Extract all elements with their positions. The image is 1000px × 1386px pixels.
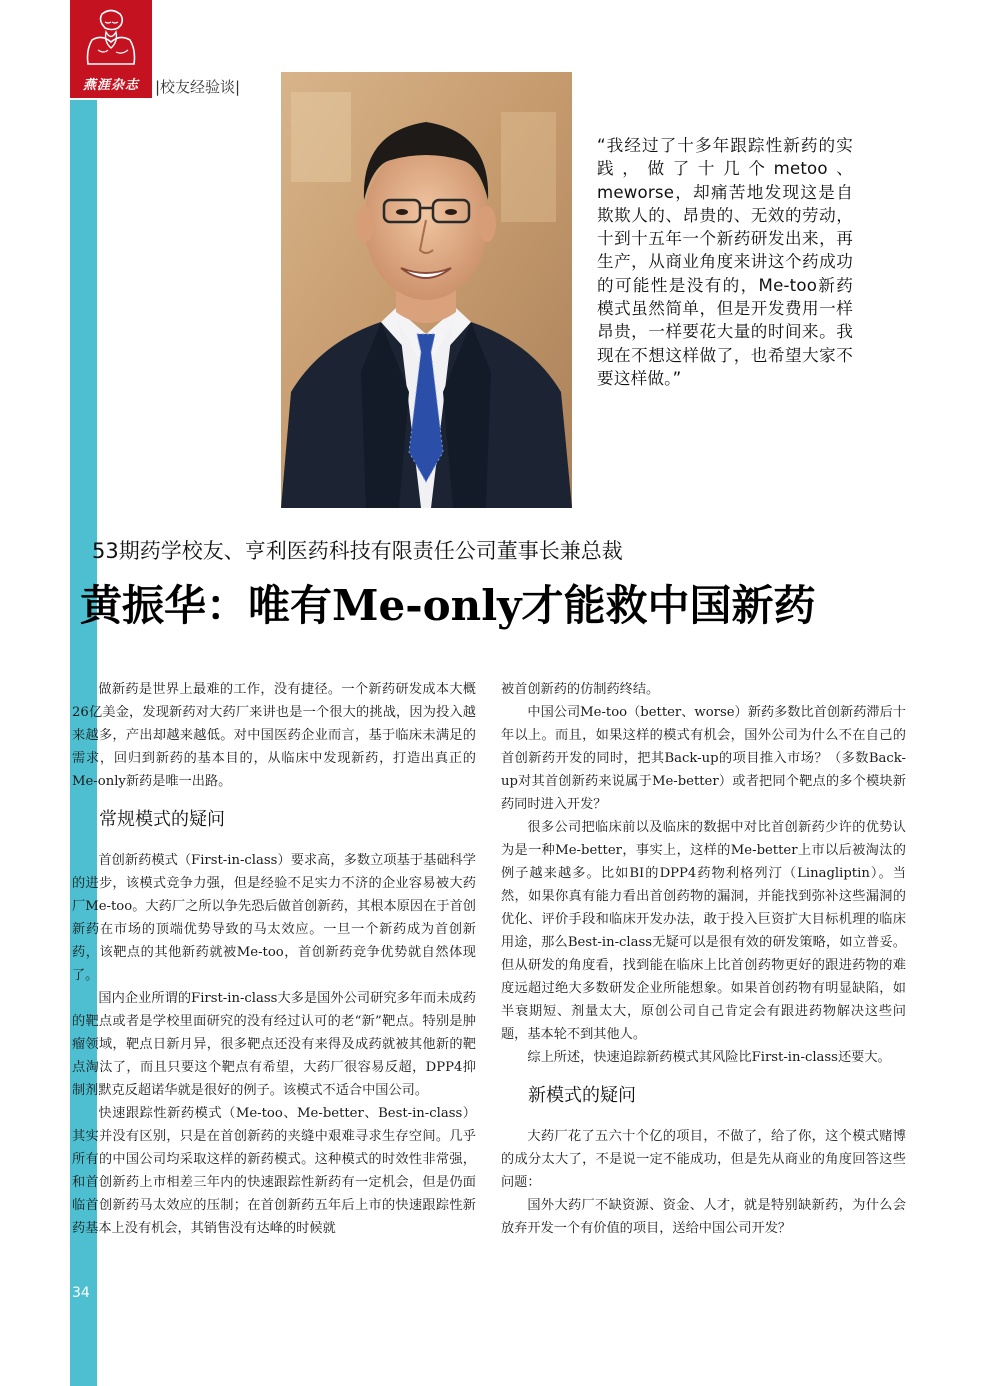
left-column — [72, 678, 476, 1240]
section-heading: 新模式的疑问 — [528, 1085, 636, 1106]
scholar-figure-logo-icon — [78, 6, 144, 68]
portrait-photo — [281, 72, 572, 508]
paragraph: 国外大药厂不缺资源、资金、人才，就是特别缺新药，为什么会放弃开发一个有价值的项目，送给中国公司开发？ — [501, 1198, 906, 1236]
page-number: 34 — [72, 1285, 90, 1301]
section-heading: 常规模式的疑问 — [99, 809, 225, 830]
paragraph: 快速跟踪性新药模式（Me-too、Me-better、Best-in-class）其实并没有区别，只是在首创新药的夹缝中艰难寻求生存空间。几乎所有的中国公司均采取这样的新药模式。这种模式的时效性非常强，和首创新药上市相差三年内的快速跟踪性新药有一定机会，但是仍面临首创新药马太效应的压制；在首创新药五年后上市的快速跟踪性新药基本上没有机会，其销售没有达峰的时候就 — [72, 1106, 476, 1236]
paragraph: 国内企业所谓的First-in-class大多是国外公司研究多年而未成药的靶点或者是学校里面研究的没有经过认可的老“新”靶点。特别是肿瘤领域，靶点日新月异，很多靶点还没有来得及成药就被其他新的靶点淘汰了，而且只要这个靶点有希望，大药厂很容易反超，DPP4抑制剂默克反超诺华就是很好的例子。该模式不适合中国公司。 — [72, 991, 476, 1098]
paragraph: 做新药是世界上最难的工作，没有捷径。一个新药研发成本大概26亿美金，发现新药对大药厂来讲也是一个很大的挑战，因为投入越来越多，产出却越来越低。对中国医药企业而言，基于临床未满足的需求，回归到新药的基本目的，从临床中发现新药，打造出真正的Me-only新药是唯一出路。 — [72, 682, 476, 789]
article-subtitle: 53期药学校友、亨利医药科技有限责任公司董事长兼总裁 — [92, 539, 623, 563]
paragraph: 首创新药模式（First-in-class）要求高，多数立项基于基础科学的进步，该模式竞争力强，但是经验不足实力不济的企业容易被大药厂Me-too。大药厂之所以争先恐后做首创新药，其根本原因在于首创新药在市场的顶端优势导致的马太效应。一旦一个新药成为首创新药，该靶点的其他新药就被Me-too，首创新药竞争优势就自然体现了。 — [72, 853, 476, 983]
pull-quote: “我经过了十多年跟踪性新药的实践，做了十几个metoo、meworse，却痛苦地发现这是自欺欺人的、昂贵的、无效的劳动，十到十五年一个新药研发出来，再生产，从商业角度来讲这个药成功的可能性是没有的，Me-too新药模式虽然简单，但是开发费用一样昂贵，一样要花大量的时间来。我现在不想这样做了，也希望大家不要这样做。” — [597, 136, 853, 388]
paragraph: 被首创新药的仿制药终结。 — [501, 682, 660, 697]
portrait-photo-icon — [281, 72, 572, 508]
article-headline: 黄振华：唯有Me-only才能救中国新药 — [80, 581, 816, 630]
paragraph: 中国公司Me-too（better、worse）新药多数比首创新药滞后十年以上。而且，如果这样的模式有机会，国外公司为什么不在自己的首创新药开发的同时，把其Back-up的项目推入市场？（多数Back-up对其首创新药来说属于Me-better）或者把同个靶点的多个模块新药同时进入开发？ — [501, 705, 906, 812]
paragraph: 综上所述，快速追踪新药模式其风险比First-in-class还要大。 — [527, 1050, 891, 1065]
magazine-name: 燕涯杂志 — [82, 78, 139, 93]
right-column — [501, 678, 906, 1240]
paragraph: 大药厂花了五六十个亿的项目，不做了，给了你，这个模式赌博的成分太大了，不是说一定不能成功，但是先从商业的角度回答这些问题： — [501, 1129, 906, 1190]
column-label: |校友经验谈| — [155, 78, 241, 96]
paragraph: 很多公司把临床前以及临床的数据中对比首创新药少许的优势认为是一种Me-better，事实上，这样的Me-better上市以后被淘汰的例子越来越多。比如BI的DPP4药物利格列汀（Linagliptin）。当然，如果你真有能力看出首创药物的漏洞，并能找到弥补这些漏洞的优化、评价手段和临床开发办法，敢于投入巨资扩大目标机理的临床用途，那么Best-in-class无疑可以是很有效的研发策略，如立普妥。但从研发的角度看，找到能在临床上比首创药物更好的跟进药物的难度远超过绝大多数研发企业所能想象。如果首创药物有明显缺陷，如半衰期短、剂量太大，原创公司自己肯定会有跟进药物解决这些问题，基本轮不到其他人。 — [501, 820, 906, 1042]
